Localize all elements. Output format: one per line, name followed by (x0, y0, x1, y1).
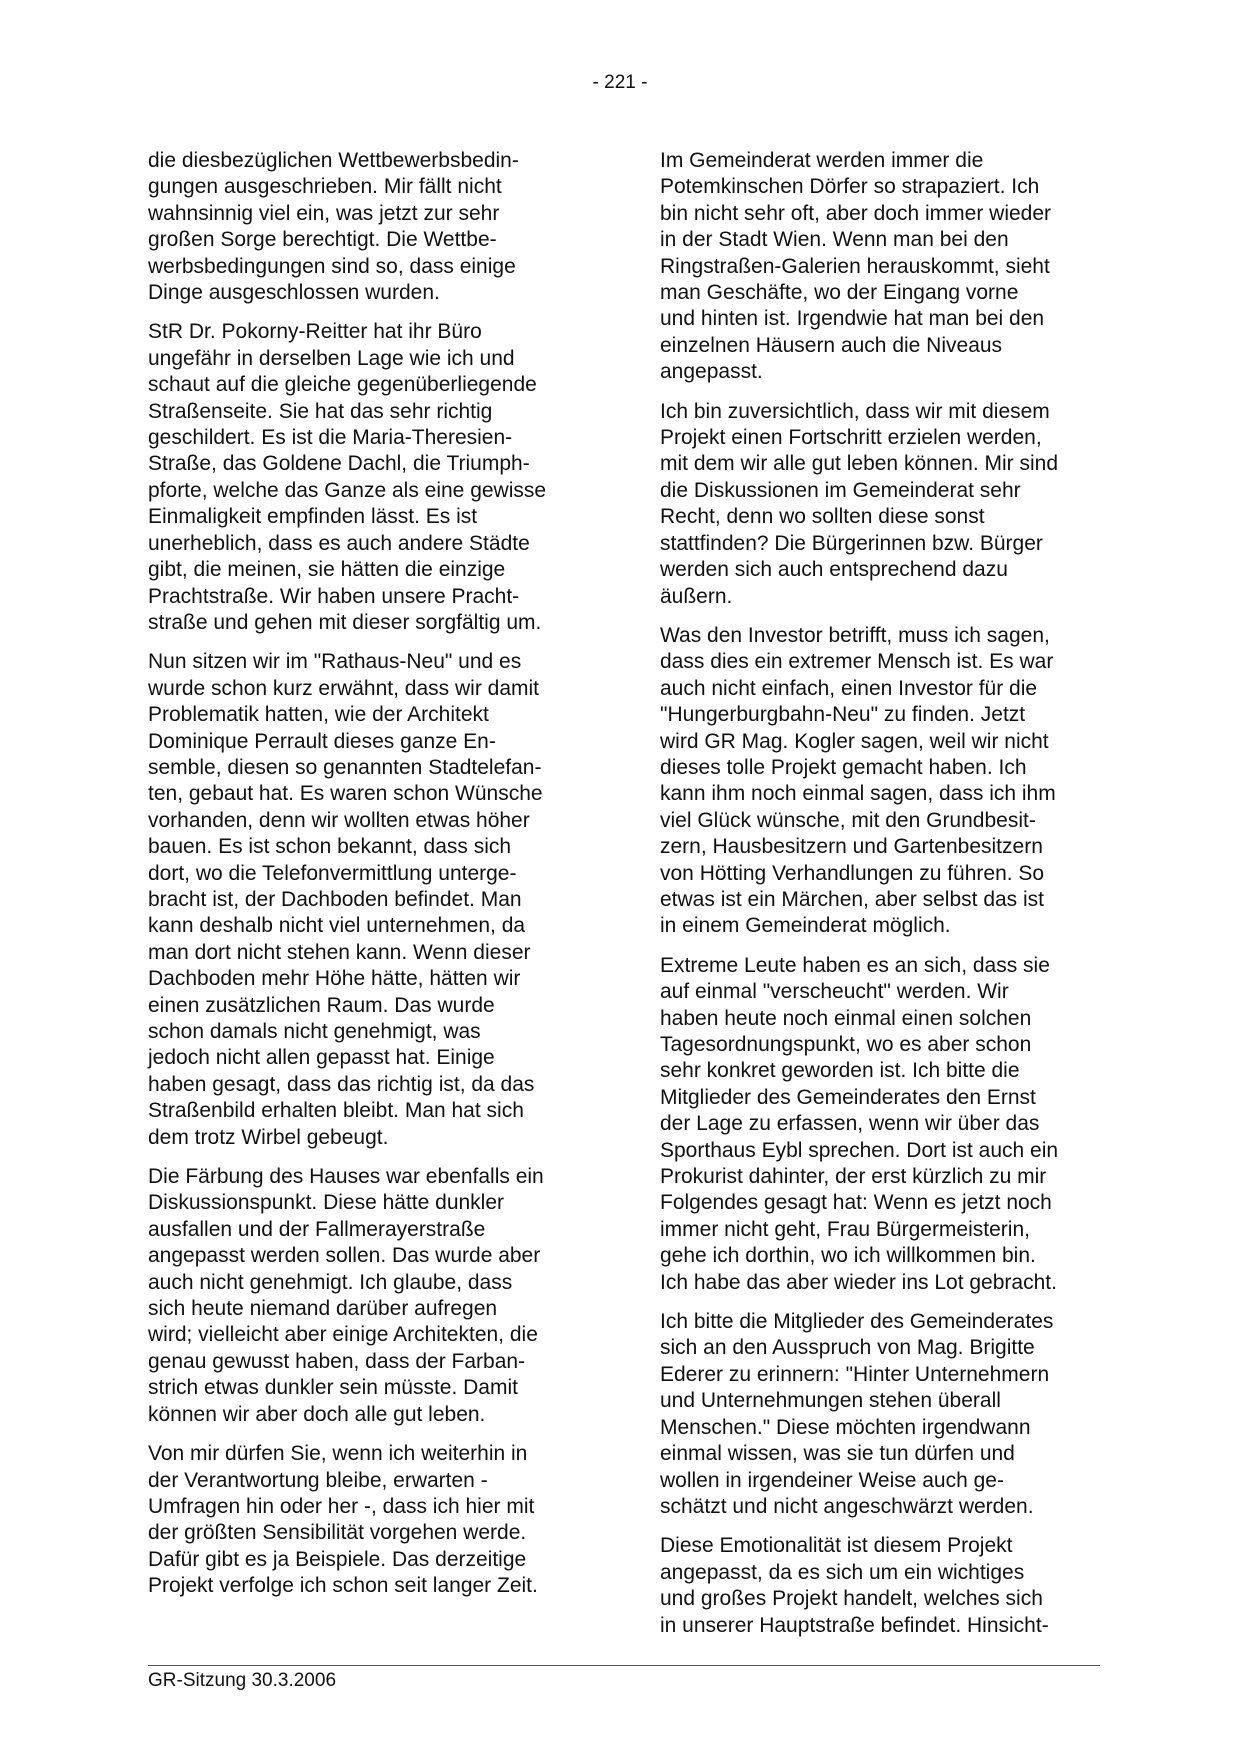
paragraph: Extreme Leute haben es an sich, dass sie auf einmal "verscheucht" werden. Wir haben heute noch einmal einen solchen Tagesordnungspunkt, wo es aber schon sehr konkret geworden ist. Ich bitte die Mitglieder des Gemeinderates den Ernst der Lage zu erfassen, wenn wir über das Sporthaus Eybl sprechen. Dort ist auch ein Prokurist dahinter, der erst kürzlich zu mir Folgendes gesagt hat: Wenn es jetzt noch immer nicht geht, Frau Bürgermeisterin, gehe ich dorthin, wo ich willkommen bin. Ich habe das aber wieder ins Lot gebracht. (660, 953, 1059, 1294)
left-column (148, 148, 593, 1613)
paragraph: Im Gemeinderat werden immer die Potemkinschen Dörfer so strapaziert. Ich bin nicht sehr oft, aber doch immer wieder in der Stadt Wien. Wenn man bei den Ringstraßen-Galerien herauskommt, sieht man Geschäfte, wo der Eingang vorne und hinten ist. Irgendwie hat man bei den einzelnen Häusern auch die Niveaus angepasst. (660, 149, 1052, 384)
footer-session-date: GR-Sitzung 30.3.2006 (148, 1670, 337, 1691)
paragraph: Nun sitzen wir im "Rathaus-Neu" und es wurde schon kurz erwähnt, dass wir damit Problematik hatten, wie der Architekt Dominique Perrault dieses ganze En- semble, diesen so genannten Stadtelefan- ten, gebaut hat. Es waren schon Wünsche vorhanden, denn wir wollten etwas höher bauen. Es ist schon bekannt, dass sich dort, wo die Telefonvermittlung unterge- bracht ist, der Dachboden befindet. Man kann deshalb nicht viel unternehmen, da man dort nicht stehen kann. Wenn dieser Dachboden mehr Höhe hätte, hätten wir einen zusätzlichen Raum. Das wurde schon damals nicht genehmigt, was jedoch nicht allen gepasst hat. Einige haben gesagt, dass das richtig ist, da das Straßenbild erhalten bleibt. Man hat sich dem trotz Wirbel gebeugt. (148, 650, 543, 1149)
page-number: - 221 - (592, 72, 648, 93)
right-column (660, 148, 1110, 1652)
footer-divider (148, 1665, 1100, 1666)
paragraph: StR Dr. Pokorny-Reitter hat ihr Büro ungefähr in derselben Lage wie ich und schaut auf die gleiche gegenüberliegende Straßenseite. Sie hat das sehr richtig geschildert. Es ist die Maria-Theresien- Straße, das Goldene Dachl, die Triumph- pforte, welche das Ganze als eine gewisse Einmaligkeit empfinden lässt. Es ist unerheblich, dass es auch andere Städte gibt, die meinen, sie hätten die einzige Prachtstraße. Wir haben unsere Pracht- straße und gehen mit dieser sorgfältig um. (148, 320, 547, 634)
paragraph: Ich bitte die Mitglieder des Gemeinderates sich an den Ausspruch von Mag. Brigitte Ederer zu erinnern: "Hinter Unternehmern und Unternehmungen stehen überall Menschen." Diese möchten irgendwann einmal wissen, was sie tun dürfen und wollen in irgendeiner Weise auch ge- schätzt und nicht angeschwärzt werden. (660, 1310, 1054, 1518)
paragraph: Was den Investor betrifft, muss ich sagen, dass dies ein extremer Mensch ist. Es war auch nicht einfach, einen Investor für die "Hungerburgbahn-Neu" zu finden. Jetzt wird GR Mag. Kogler sagen, weil wir nicht dieses tolle Projekt gemacht haben. Ich kann ihm noch einmal sagen, dass ich ihm viel Glück wünsche, mit den Grundbesit- zern, Hausbesitzern und Gartenbesitzern von Hötting Verhandlungen zu führen. So etwas ist ein Märchen, aber selbst das ist in einem Gemeinderat möglich. (660, 623, 1056, 938)
paragraph: Ich bin zuversichtlich, dass wir mit diesem Projekt einen Fortschritt erzielen werden, mit dem wir alle gut leben können. Mir sind die Diskussionen im Gemeinderat sehr Recht, denn wo sollten diese sonst stattfinden? Die Bürgerinnen bzw. Bürger werden sich auch entsprechend dazu äußern. (660, 399, 1059, 608)
paragraph: Die Färbung des Hauses war ebenfalls ein Diskussionspunkt. Diese hätte dunkler ausfallen und der Fallmerayerstraße angepasst werden sollen. Das wurde aber auch nicht genehmigt. Ich glaube, dass sich heute niemand darüber aufregen wird; vielleicht aber einige Architekten, die genau gewusst haben, dass der Farban- strich etwas dunkler sein müsste. Damit können wir aber doch alle gut leben. (148, 1165, 544, 1426)
paragraph: Diese Emotionalität ist diesem Projekt angepasst, da es sich um ein wichtiges und großes Projekt handelt, welches sich in unserer Hauptstraße befindet. Hinsicht- (660, 1534, 1049, 1637)
paragraph: Von mir dürfen Sie, wenn ich weiterhin in der Verantwortung bleibe, erwarten - Umfragen hin oder her -, dass ich hier mit der größten Sensibilität vorgehen werde. Dafür gibt es ja Beispiele. Das derzeitige Projekt verfolge ich schon seit langer Zeit. (148, 1442, 538, 1598)
paragraph: die diesbezüglichen Wettbewerbsbedin- gungen ausgeschrieben. Mir fällt nicht wahnsinnig viel ein, was jetzt zur sehr großen Sorge berechtigt. Die Wettbe- werbsbedingungen sind so, dass einige Dinge ausgeschlossen wurden. (148, 149, 519, 305)
